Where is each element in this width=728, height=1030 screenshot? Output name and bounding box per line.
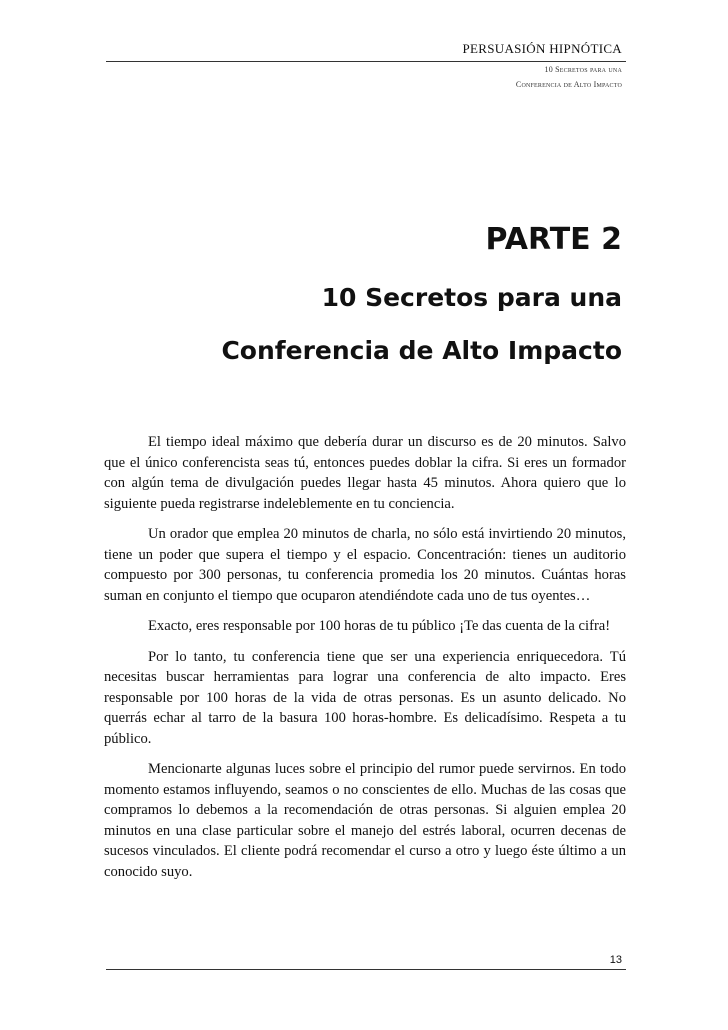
chapter-title-line1: 10 Secretos para una: [321, 283, 622, 312]
header-title: PERSUASIÓN HIPNÓTICA: [462, 41, 622, 56]
paragraph: Mencionarte algunas luces sobre el principio del rumor puede servirnos. En todo momento estamos influyendo, seamos o no conscientes de ello. Muchas de las cosas que compramos lo debemos a la recomendación de otras personas. Si alguien emplea 20 minutos en una clase particular sobre el manejo del estrés laboral, ocurren decenas de sucesos vinculados. El cliente podrá recomendar el curso a otro y luego éste último a un conocido suyo.: [104, 761, 626, 880]
paragraph: Exacto, eres responsable por 100 horas de tu público ¡Te das cuenta de la cifra!: [148, 618, 611, 634]
body-text: [104, 432, 626, 892]
part-heading: PARTE 2: [485, 222, 622, 257]
footer-divider: [106, 969, 626, 970]
header-subtitle-line2: Conferencia de Alto Impacto: [515, 80, 622, 89]
header-subtitle-line1: 10 Secretos para una: [544, 65, 622, 74]
page-number: 13: [609, 954, 622, 966]
paragraph: Un orador que emplea 20 minutos de charla, no sólo está invirtiendo 20 minutos, tiene un poder que supera el tiempo y el espacio. Concentración: tienes un auditorio compuesto por 300 personas, tu conferencia promedia los 20 minutos. Cuántas horas suman en conjunto el tiempo que ocuparon atendiéndote cada uno de tus oyentes…: [104, 526, 626, 604]
paragraph: Por lo tanto, tu conferencia tiene que ser una experiencia enriquecedora. Tú necesitas buscar herramientas para lograr una conferencia de alto impacto. Eres responsable por 100 horas de la vida de otras personas. Es un asunto delicado. No querrás echar al tarro de la basura 100 horas-hombre. Es delicadísimo. Respeta a tu público.: [104, 648, 626, 747]
paragraph: El tiempo ideal máximo que debería durar un discurso es de 20 minutos. Salvo que el único conferencista seas tú, entonces puedes doblar la cifra. Si eres un formador con algún tema de divulgación puedes llegar hasta 45 minutos. Ahora quiero que lo siguiente pueda registrarse indeleblemente en tu conciencia.: [104, 434, 626, 512]
header-divider: [106, 61, 626, 62]
chapter-title-line2: Conferencia de Alto Impacto: [221, 336, 622, 365]
